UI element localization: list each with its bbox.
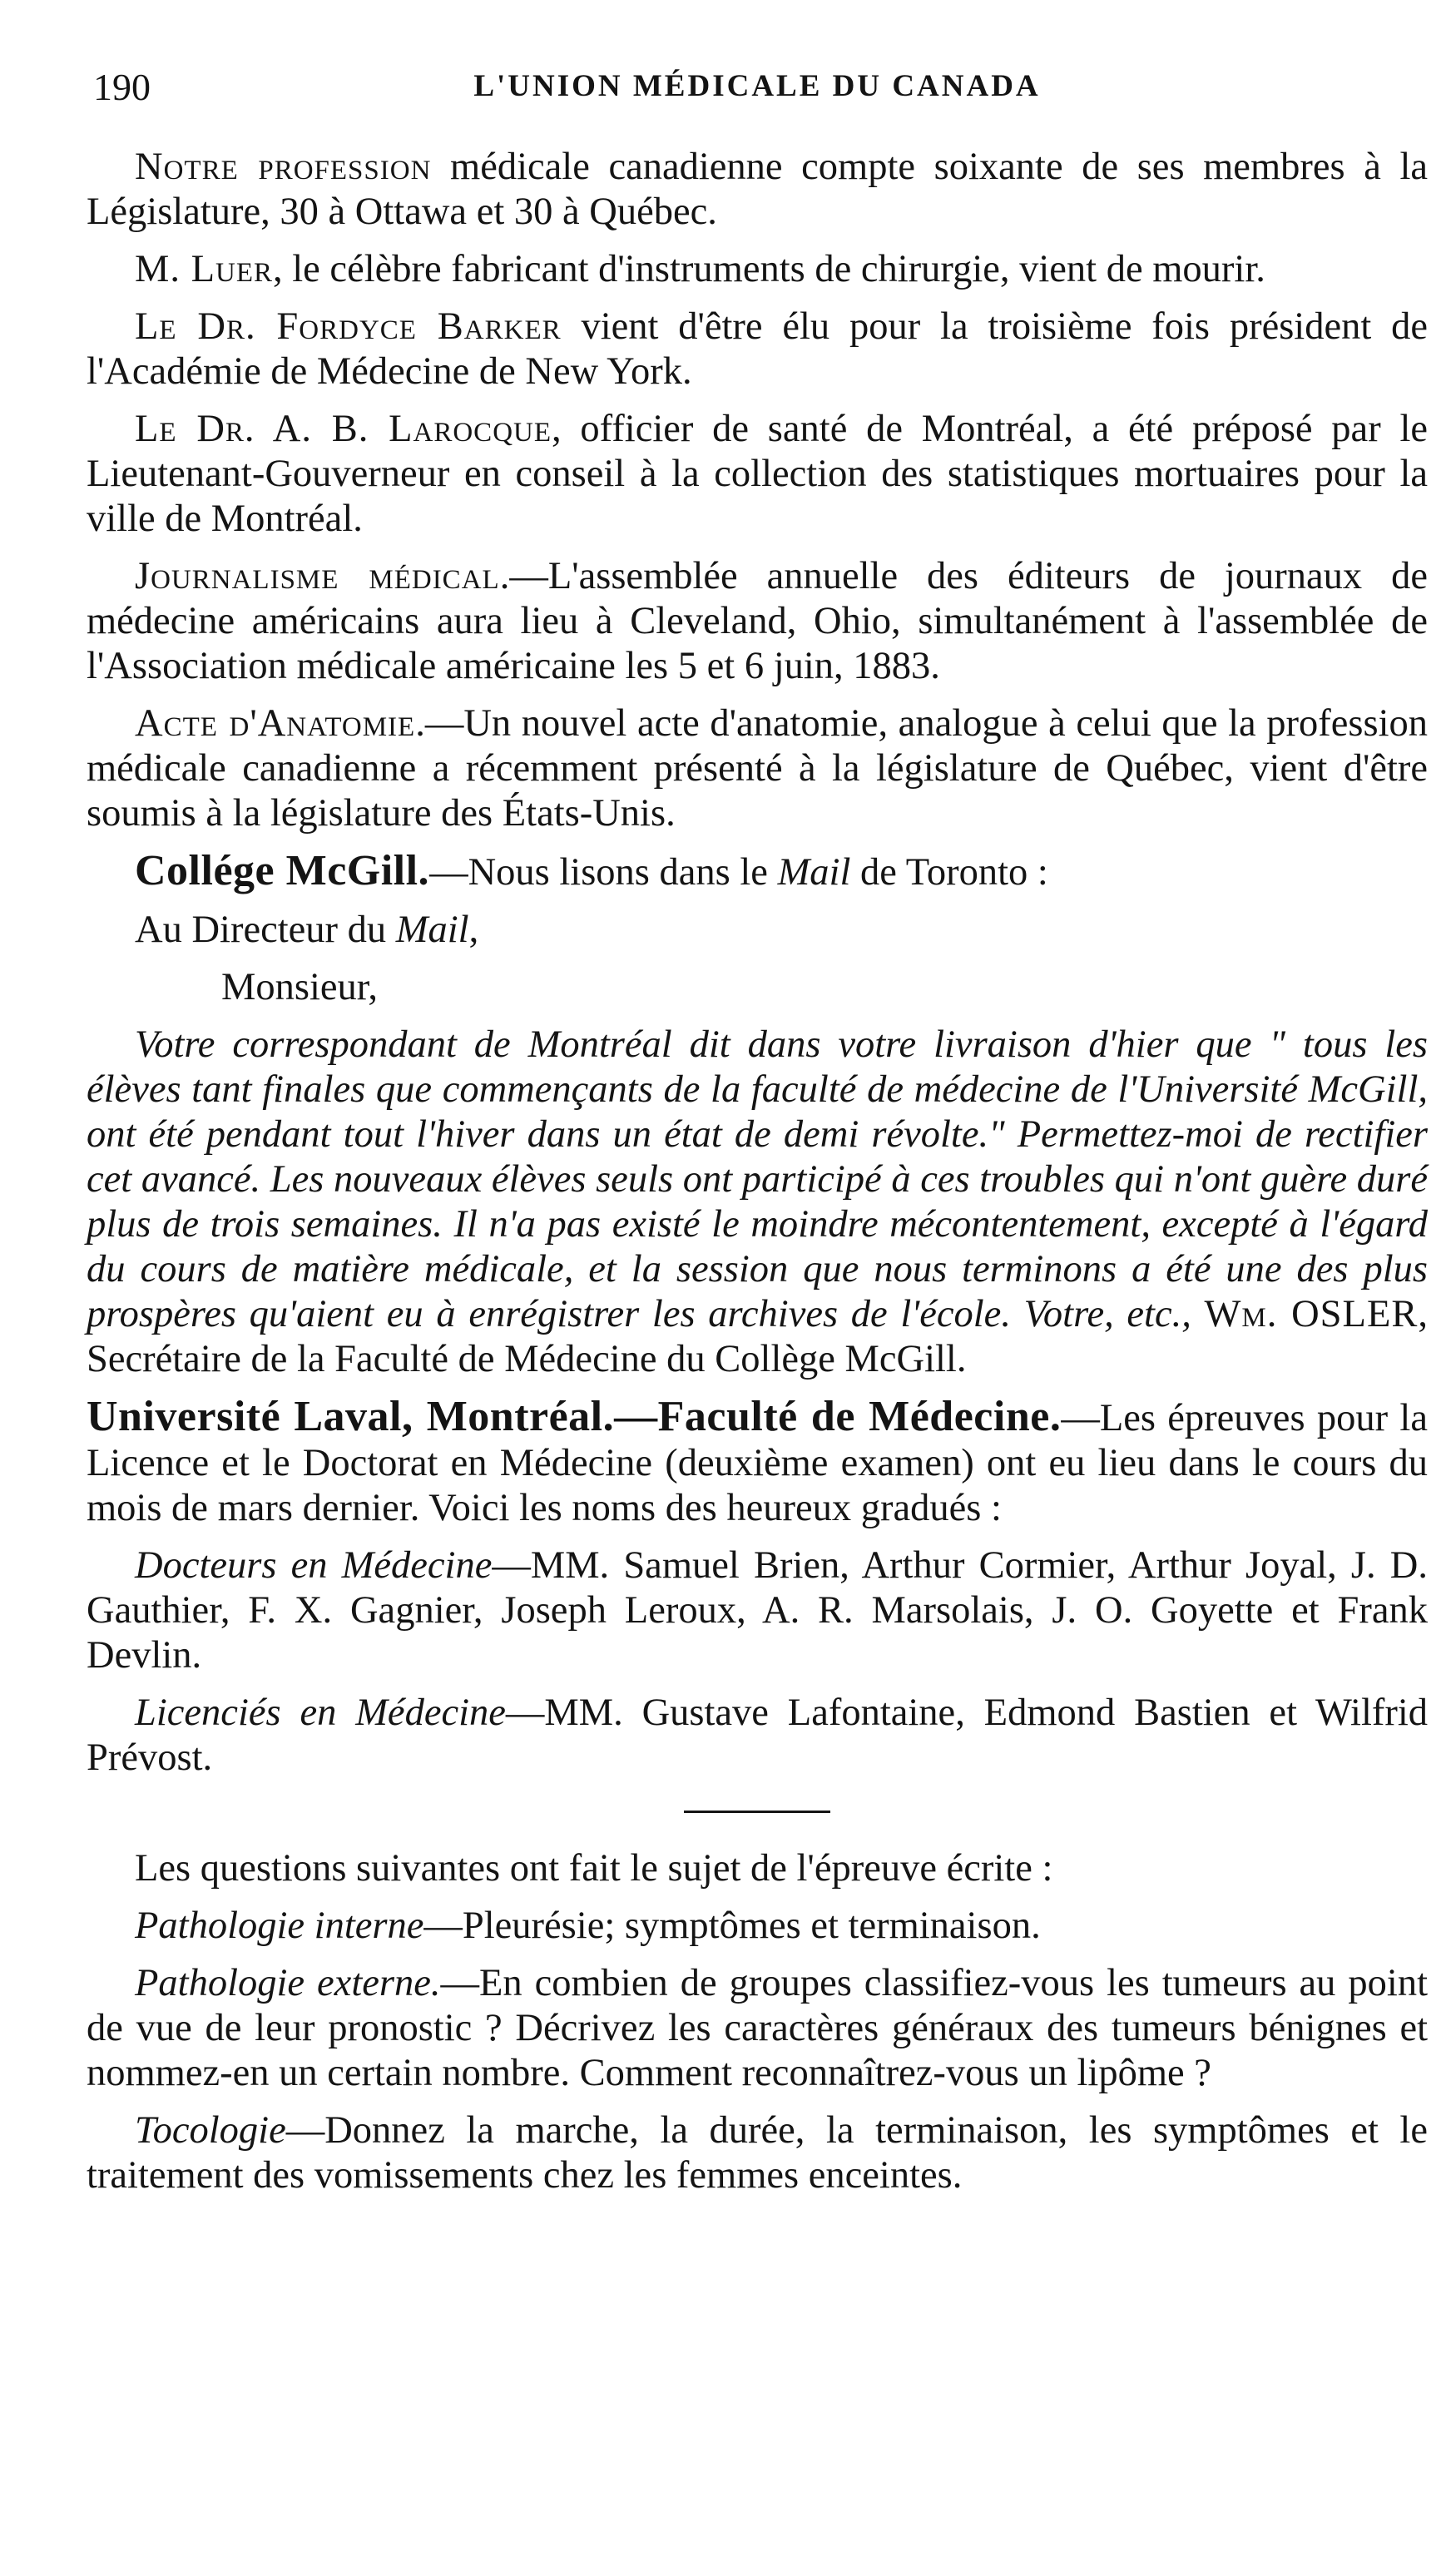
question-text: —Donnez la marche, la durée, la terminaison, les symptômes et le traitement des vomissements chez les femmes enceintes.	[87, 2109, 1428, 2197]
page-number: 190	[93, 66, 151, 108]
document-page	[87, 53, 1428, 2211]
licencies-label: Licenciés en Médecine	[135, 1692, 506, 1734]
letter-address-post: ,	[468, 909, 479, 951]
item-text: .—L'assemblée annuelle des éditeurs de journaux de médecine américains aura lieu à Cleveland, Ohio, simultanément à l'assemblée de l'Association médicale américaine les 5 et 6 juin, 1883.	[87, 555, 1428, 687]
news-item-anatomie	[87, 701, 1428, 836]
laval-heading: Université Laval, Montréal.—Faculté de Médecine.	[87, 1393, 1062, 1440]
letter-address	[87, 908, 1428, 953]
letter-greeting: Monsieur,	[221, 966, 378, 1008]
exam-question-tocologie	[87, 2108, 1428, 2198]
exam-question-externe	[87, 1961, 1428, 2096]
question-label: Pathologie externe.	[135, 1962, 441, 2004]
mcgill-intro-post: de Toronto :	[850, 851, 1048, 894]
mcgill-heading: Collége McGill.	[135, 847, 430, 894]
journal-title: L'UNION MÉDICALE DU CANADA	[473, 69, 1041, 103]
letter-body	[87, 1023, 1428, 1382]
licencies-list	[87, 1691, 1428, 1781]
mcgill-intro	[87, 849, 1428, 895]
item-lead: Le Dr. A. B. Larocque	[135, 408, 552, 450]
question-label: Tocologie	[135, 2109, 286, 2152]
letter-signature-title: , Secrétaire de la Faculté de Médecine du Collège McGill.	[87, 1293, 1428, 1380]
section-divider	[684, 1811, 830, 1813]
docteurs-names: —MM. Samuel Brien, Arthur Cormier, Arthur Joyal, J. D. Gauthier, F. X. Gagnier, Joseph Leroux, A. R. Marsolais, J. O. Goyette et Frank Devlin.	[87, 1544, 1428, 1677]
laval-text: —Les épreuves pour la Licence et le Doctorat en Médecine (deuxième examen) ont eu lieu dans le cours du mois de mars dernier. Voici les noms des heureux gradués :	[87, 1397, 1428, 1529]
running-header	[87, 53, 1428, 120]
article-body	[87, 145, 1428, 2198]
item-lead: Le Dr. Fordyce Barker	[135, 305, 562, 348]
question-label: Pathologie interne	[135, 1905, 424, 1947]
item-lead: Journalisme médical	[135, 555, 500, 597]
laval-item	[87, 1395, 1428, 1531]
news-item-journalisme	[87, 554, 1428, 689]
exam-question-interne	[87, 1904, 1428, 1949]
news-item-profession	[87, 145, 1428, 235]
question-text: —Pleurésie; symptômes et terminaison.	[423, 1905, 1041, 1947]
question-text: —En combien de groupes classifiez-vous les tumeurs au point de vue de leur pronostic ? Décrivez les caractères généraux des tumeurs bénignes et nommez-en un certain nombre. Comment reconnaîtrez-vous un lipôme ?	[87, 1962, 1428, 2094]
item-text: .—Un nouvel acte d'anatomie, analogue à celui que la profession médicale canadienne a récemment présenté à la législature de Québec, vient d'être soumis à la législature des États-Unis.	[87, 702, 1428, 835]
item-text: médicale canadienne compte soixante de ses membres à la Législature, 30 à Ottawa et 30 à Québec.	[87, 146, 1428, 233]
letter-signature: Wm. OSLER	[1204, 1293, 1419, 1335]
letter-address-pre: Au Directeur du	[135, 909, 396, 951]
news-item-larocque	[87, 407, 1428, 542]
docteurs-label: Docteurs en Médecine	[135, 1544, 493, 1587]
mcgill-intro-source: Mail	[777, 851, 851, 894]
item-text: , le célèbre fabricant d'instruments de chirurgie, vient de mourir.	[273, 248, 1265, 290]
item-lead: Acte d'Anatomie	[135, 702, 416, 745]
item-text: vient d'être élu pour la troisième fois président de l'Académie de Médecine de New York.	[87, 305, 1428, 393]
docteurs-list	[87, 1543, 1428, 1678]
letter-body-text: Votre correspondant de Montréal dit dans votre livraison d'hier que " tous les élèves tant finales que commençants de la faculté de médecine de l'Université McGill, ont été pendant tout l'hiver dans un état de demi révolte." Permettez-moi de rectifier cet avancé. Les nouveaux élèves seuls ont participé à ces troubles qui n'ont guère duré plus de trois semaines. Il n'a pas existé le moindre mécontentement, excepté à l'égard du cours de matière médicale, et la session que nous terminons a été une des plus prospères qu'aient eu à enrégistrer les archives de l'école. Votre, etc.,	[87, 1023, 1428, 1335]
item-lead: Notre profession	[135, 146, 432, 188]
mcgill-intro-pre: —Nous lisons dans le	[429, 851, 778, 894]
item-text: , officier de santé de Montréal, a été préposé par le Lieutenant-Gouverneur en conseil à la collection des statistiques mortuaires pour la ville de Montréal.	[87, 408, 1429, 540]
exam-intro: Les questions suivantes ont fait le sujet de l'épreuve écrite :	[135, 1847, 1053, 1890]
letter-address-source: Mail	[395, 909, 469, 951]
news-item-luer	[87, 247, 1428, 292]
news-item-barker	[87, 305, 1428, 394]
item-lead: M. Luer	[135, 248, 273, 290]
licencies-names: —MM. Gustave Lafontaine, Edmond Bastien et Wilfrid Prévost.	[87, 1692, 1428, 1779]
